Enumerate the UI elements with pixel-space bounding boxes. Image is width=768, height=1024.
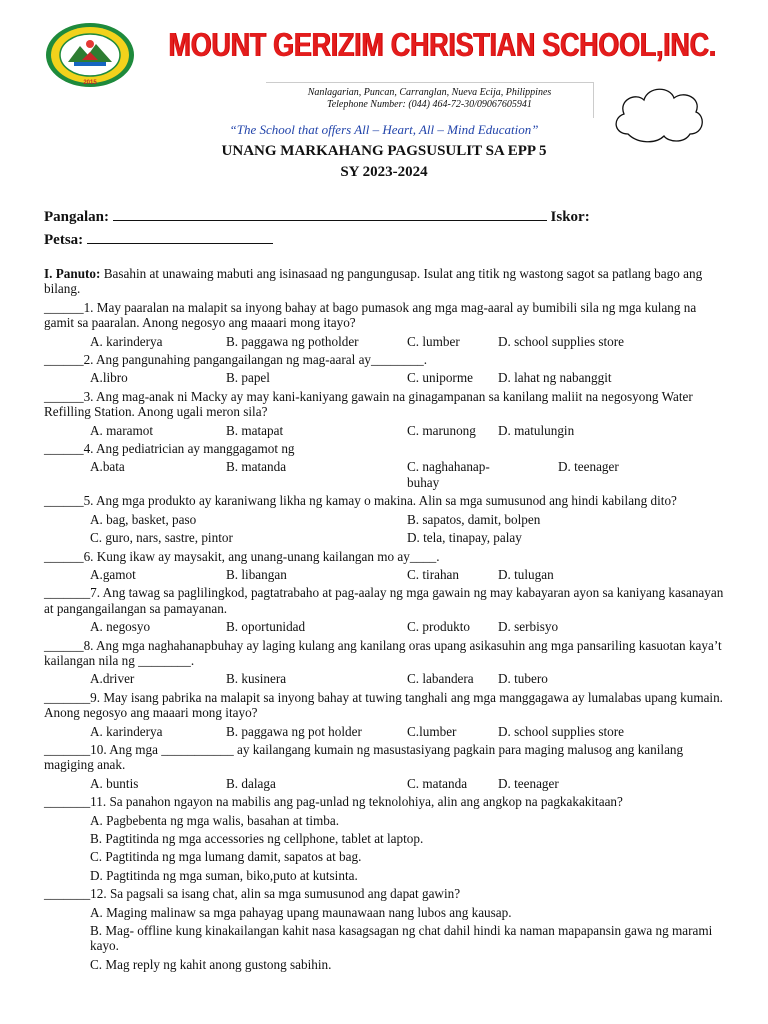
option: D. matulungin [498, 422, 575, 438]
option: A. Pagbebenta ng mga walis, basahan at timba. [90, 812, 340, 828]
options-10 [90, 776, 724, 791]
option: B. kusinera [226, 671, 287, 687]
question-1: ______1. May paaralan na malapit sa inyong bahay at bago pumasok ang mga mag-aaral ay bumibili sila ng mga kulang na gamit sa paaralan. Anong negosyo ang maaari mong itayo? [44, 299, 697, 331]
question-8: ______8. Ang mga naghahanapbuhay ay laging kulang ang kanilang oras upang asikasuhin ang mga pansariling kasuotan kaya’t kailangan nila ng ________. [44, 637, 722, 668]
question-9: _______9. May isang pabrika na malapit sa inyong bahay at tuwing tanghali ang mga manggagawa ay lumalabas upang kumain. Anong negosyo ang maaari mong itayo? [44, 689, 723, 721]
school-logo [44, 22, 136, 88]
option: A. negosyo [90, 619, 151, 635]
option: B. oportunidad [226, 619, 306, 635]
option: D. tela, tinapay, palay [407, 530, 522, 546]
option: D. serbisyo [498, 619, 559, 635]
option: C. marunong [407, 422, 476, 438]
option: D. lahat ng nabanggit [498, 370, 612, 386]
school-name: MOUNT GERIZIM CHRISTIAN SCHOOL,INC. [168, 26, 716, 64]
school-year: SY 2023-2024 [340, 164, 428, 180]
option: D. school supplies store [498, 723, 625, 739]
options-5 [90, 512, 724, 546]
option: A.driver [90, 671, 135, 687]
option: D. Pagtitinda ng mga suman, biko,puto at kutsinta. [90, 867, 358, 883]
options-7 [90, 619, 724, 634]
option: B. libangan [226, 566, 287, 582]
options-12 [90, 905, 724, 973]
option: C. guro, nars, sastre, pintor [90, 530, 233, 546]
option: B. papel [226, 370, 270, 386]
option: B. sapatos, damit, bolpen [407, 511, 541, 527]
name-score-line [44, 205, 590, 226]
school-telephone: Telephone Number: (044) 464-72-30/09067605941 [327, 99, 532, 110]
school-contact [266, 82, 594, 118]
options-8 [90, 671, 724, 686]
option: A. Maging malinaw sa mga pahayag upang maunawaan nang lubos ang kausap. [90, 904, 512, 920]
option: C. uniporme [407, 370, 473, 386]
option: A.gamot [90, 566, 136, 582]
options-6 [90, 567, 724, 582]
option: D. tubero [498, 671, 548, 687]
school-motto: “The School that offers All – Heart, All – Mind Education” [229, 122, 539, 137]
option: B. Pagtitinda ng mga accessories ng cellphone, tablet at laptop. [90, 831, 424, 846]
question-11: _______11. Sa panahon ngayon na mabilis ang pag-unlad ng teknolohiya, alin ang angkop na pagkakakitaan? [44, 794, 623, 810]
option: B. paggawa ng pot holder [226, 723, 362, 739]
option: A. maramot [90, 422, 153, 438]
option: C. naghahanap-buhay [407, 459, 490, 490]
option: A.libro [90, 370, 128, 386]
question-7: _______7. Ang tawag sa paglilingkod, pagtatrabaho at pag-aalay ng mga gawain ng may kabayaran ayon sa kaniyang kasanayan at pangangailangan sa pamayanan. [44, 585, 724, 616]
option: C. produkto [407, 619, 471, 635]
option: A. karinderya [90, 723, 163, 739]
question-2: ______2. Ang pangunahing pangangailangan ng mag-aaral ay________. [44, 352, 428, 368]
question-12: _______12. Sa pagsali sa isang chat, alin sa mga sumusunod ang dapat gawin? [44, 886, 461, 902]
question-10: _______10. Ang mga ___________ ay kailangang kumain ng masustasiyang pagkain para maging malusog ang kanilang magiging anak. [44, 741, 684, 773]
option: C. matanda [407, 775, 468, 791]
options-3 [90, 423, 724, 438]
question-5: ______5. Ang mga produkto ay karaniwang likha ng kamay o makina. Alin sa mga sumusunod ang hindi kabilang dito? [44, 493, 677, 509]
option: B. paggawa ng potholder [226, 333, 359, 349]
option: A. bag, basket, paso [90, 511, 197, 527]
date-line [44, 228, 273, 249]
option: C.lumber [407, 723, 457, 739]
question-3: ______3. Ang mag-anak ni Macky ay may kani-kaniyang gawain na ginagampanan sa kanilang maliit na negosyong Water Refilling Station. Anong ugali meron sila? [44, 388, 693, 420]
option: D. teenager [498, 775, 559, 791]
options-2 [90, 370, 724, 385]
question-6: ______6. Kung ikaw ay maysakit, ang unang-unang kailangan mo ay____. [44, 548, 440, 564]
option: B. matapat [226, 422, 284, 438]
option: B. matanda [226, 459, 287, 475]
option: D. tulugan [498, 566, 554, 582]
school-address: Nanlagarian, Puncan, Carranglan, Nueva Ecija, Philippines [307, 87, 552, 98]
options-11 [90, 813, 724, 884]
option: C. tirahan [407, 566, 460, 582]
option: D. school supplies store [498, 333, 625, 349]
question-4: ______4. Ang pediatrician ay manggagamot ng [44, 441, 295, 457]
exam-title: UNANG MARKAHANG PAGSUSULIT SA EPP 5 [221, 143, 547, 159]
options-1 [90, 334, 724, 349]
option: C. Mag reply ng kahit anong gustong sabihin. [90, 956, 332, 972]
instructions-label: I. Panuto: [44, 266, 101, 281]
instructions-text: Basahin at unawaing mabuti ang isinasaad ng pangungusap. Isulat ang titik ng wastong sagot sa patlang bago ang bilang. [44, 266, 703, 297]
option: A. karinderya [90, 333, 163, 349]
name-blank[interactable] [113, 205, 547, 221]
option: B. dalaga [226, 775, 276, 791]
svg-text:2015: 2015 [83, 80, 97, 86]
name-label: Pangalan: [44, 209, 110, 225]
option: A.bata [90, 459, 125, 475]
options-4 [90, 459, 724, 490]
options-9 [90, 724, 724, 739]
score-label: Iskor: [550, 209, 590, 225]
instructions [44, 266, 724, 297]
option: C. Pagtitinda ng mga lumang damit, sapatos at bag. [90, 849, 362, 865]
exam-content [44, 266, 724, 975]
option: C. lumber [407, 333, 460, 349]
option: D. teenager [558, 459, 619, 475]
option: B. Mag- offline kung kinakailangan kahit nasa kasagsagan ng chat dahil hindi ka naman mapapansin gawa ng marami kayo. [90, 923, 713, 954]
date-blank[interactable] [87, 228, 273, 244]
option: C. labandera [407, 671, 474, 687]
option: A. buntis [90, 775, 139, 791]
date-label: Petsa: [44, 232, 84, 248]
